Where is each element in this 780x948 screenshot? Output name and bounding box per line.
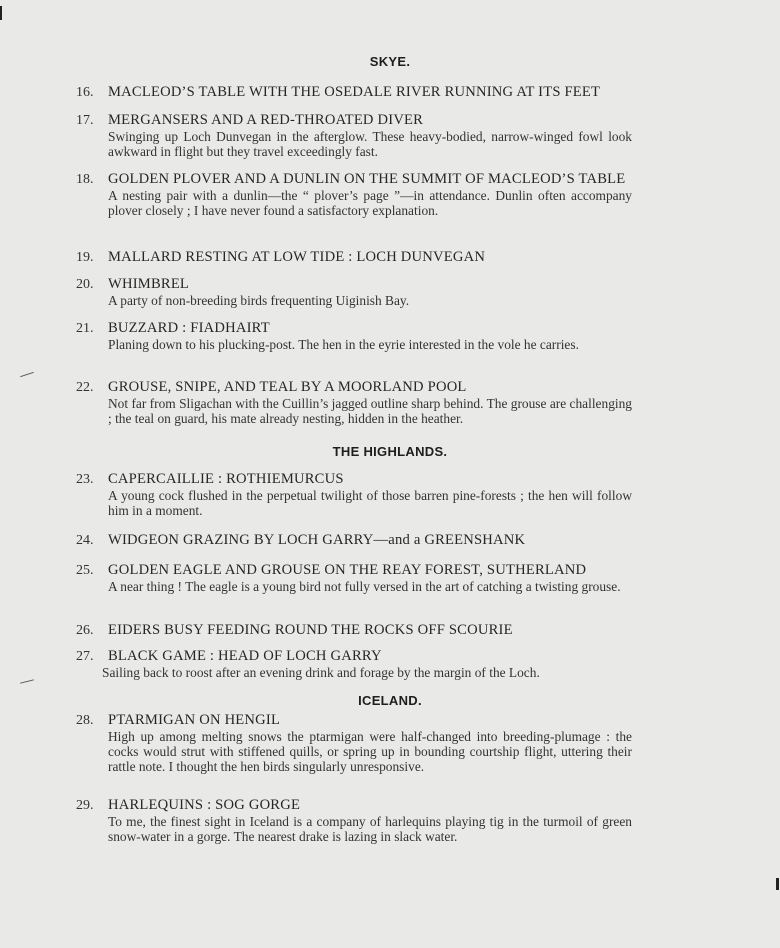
item-number: 17. [76, 113, 94, 128]
item-description: Not far from Sligachan with the Cuillin’s jagged outline sharp behind. The grouse are challenging ; the teal on guard, his mate already nesting, hidden in the heather. [108, 396, 632, 427]
item-description: Sailing back to roost after an evening drink and forage by the margin of the Loch. [102, 665, 540, 680]
list-item [76, 84, 632, 101]
list-item [76, 320, 632, 352]
margin-tick [20, 679, 34, 683]
item-description: To me, the finest sight in Iceland is a company of harlequins playing tig in the turmoil of green snow-water in a gorge. The nearest drake is lazing in slack water. [108, 814, 632, 845]
item-number: 16. [76, 85, 94, 100]
item-heading: PTARMIGAN ON HENGIL [108, 712, 281, 728]
item-description: High up among melting snows the ptarmigan were half-changed into breeding-plumage : the cocks would strut with stiffened quills, or spring up in bounding courtship flight, uttering their rattle note. I thought the hen birds singularly unresponsive. [108, 729, 632, 775]
item-heading: BUZZARD : FIADHAIRT [108, 320, 270, 336]
list-item [76, 379, 632, 426]
section-title-skye: SKYE. [369, 54, 411, 69]
list-item [76, 171, 632, 218]
list-item [76, 797, 632, 844]
item-number: 26. [76, 623, 94, 638]
list-item [76, 112, 632, 159]
item-number: 20. [76, 277, 94, 292]
list-item [76, 471, 632, 518]
section-title-iceland: ICELAND. [358, 693, 422, 708]
item-heading: MALLARD RESTING AT LOW TIDE : LOCH DUNVEGAN [108, 249, 486, 265]
item-number: 19. [76, 250, 94, 265]
list-item [76, 562, 632, 594]
item-heading: MERGANSERS AND A RED-THROATED DIVER [108, 112, 424, 128]
item-heading: GOLDEN EAGLE AND GROUSE ON THE REAY FOREST, SUTHERLAND [108, 562, 587, 578]
item-heading: GOLDEN PLOVER AND A DUNLIN ON THE SUMMIT OF MACLEOD’S TABLE [108, 171, 626, 187]
item-heading: GROUSE, SNIPE, AND TEAL BY A MOORLAND POOL [108, 379, 467, 395]
item-number: 22. [76, 380, 94, 395]
list-item [76, 712, 632, 775]
item-description: A nesting pair with a dunlin—the “ plover’s page ”—in attendance. Dunlin often accompany plover closely ; I have never found a satisfactory explanation. [108, 188, 632, 219]
item-description: A young cock flushed in the perpetual twilight of those barren pine-forests ; the hen will follow him in a moment. [108, 488, 632, 519]
item-number: 24. [76, 533, 94, 548]
list-item [76, 276, 632, 308]
item-number: 18. [76, 172, 94, 187]
item-description: A party of non-breeding birds frequenting Uiginish Bay. [108, 293, 410, 308]
list-item [76, 622, 632, 639]
item-heading: MACLEOD’S TABLE WITH THE OSEDALE RIVER RUNNING AT ITS FEET [108, 84, 601, 100]
margin-tick [20, 372, 34, 377]
item-number: 21. [76, 321, 94, 336]
scan-edge-mark [0, 6, 2, 20]
item-number: 23. [76, 472, 94, 487]
item-description: Planing down to his plucking-post. The hen in the eyrie interested in the vole he carries. [108, 337, 579, 352]
scan-edge-mark [776, 878, 779, 890]
item-description: Swinging up Loch Dunvegan in the afterglow. These heavy-bodied, narrow-winged fowl look awkward in flight but they travel exceedingly fast. [108, 129, 632, 160]
item-heading: CAPERCAILLIE : ROTHIEMURCUS [108, 471, 344, 487]
list-item [76, 249, 632, 266]
item-number: 27. [76, 649, 94, 664]
item-number: 28. [76, 713, 94, 728]
item-description: A near thing ! The eagle is a young bird not fully versed in the art of catching a twisting grouse. [108, 579, 621, 594]
item-heading: WIDGEON GRAZING BY LOCH GARRY—and a GREENSHANK [108, 532, 526, 548]
item-heading: EIDERS BUSY FEEDING ROUND THE ROCKS OFF SCOURIE [108, 622, 513, 638]
item-number: 29. [76, 798, 94, 813]
item-number: 25. [76, 563, 94, 578]
item-heading: HARLEQUINS : SOG GORGE [108, 797, 301, 813]
item-heading: BLACK GAME : HEAD OF LOCH GARRY [108, 648, 382, 664]
item-heading: WHIMBREL [108, 276, 190, 292]
section-title-highlands: THE HIGHLANDS. [332, 444, 448, 459]
list-item [76, 648, 632, 680]
list-item [76, 532, 632, 549]
